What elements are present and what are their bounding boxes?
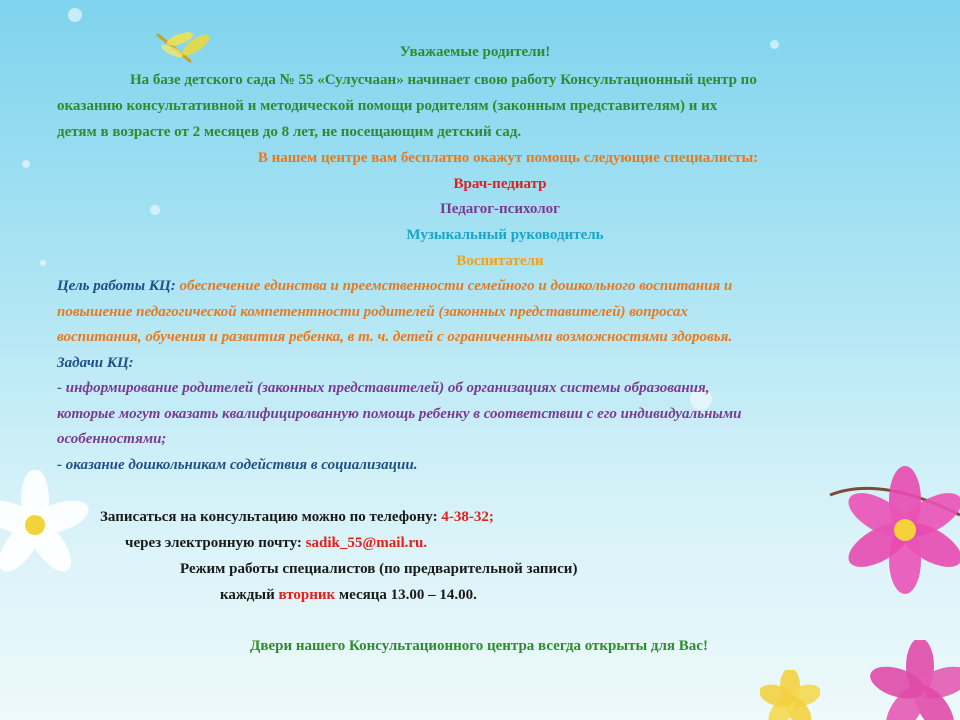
email-link[interactable]: sadik_55@mail.ru.	[305, 535, 428, 551]
flower-icon	[820, 455, 960, 605]
specialist-teachers: Воспитатели	[456, 253, 544, 269]
specialist-music-director: Музыкальный руководитель	[406, 227, 604, 243]
phone-label: Записаться на консультацию можно по телефону:	[100, 509, 442, 525]
specialists-intro: В нашем центре вам бесплатно окажут помощь следующие специалисты:	[257, 150, 759, 166]
flower-icon	[760, 670, 820, 720]
goal-label: Цель работы КЦ:	[57, 278, 176, 294]
schedule-line: Режим работы специалистов (по предварительной записи)	[180, 561, 578, 577]
task-line: - оказание дошкольникам содействия в социализации.	[57, 457, 418, 473]
task-line: которые могут оказать квалифицированную помощь ребенку в соответствии с его индивидуальными	[57, 406, 742, 422]
bokeh-dot	[68, 8, 82, 22]
task-line: - информирование родителей (законных представителей) об организациях системы образования,	[57, 380, 710, 396]
phone-number[interactable]: 4-38-32;	[441, 509, 494, 525]
day-highlight: вторник	[278, 587, 336, 603]
contact-phone-line	[100, 507, 494, 527]
contact-email-line	[125, 533, 427, 553]
tasks-label: Задачи КЦ:	[57, 355, 134, 371]
specialist-psychologist: Педагог-психолог	[440, 201, 560, 217]
goal-line: воспитания, обучения и развития ребенка, в т. ч. детей с ограниченными возможностями здоровья.	[57, 329, 733, 345]
intro-line: оказанию консультативной и методической помощи родителям (законным представителям) и их	[57, 98, 718, 114]
page-title: Уважаемые родители!	[399, 44, 551, 60]
goal-paragraph	[57, 276, 732, 296]
day-prefix: каждый	[220, 587, 279, 603]
day-suffix: месяца 13.00 – 14.00.	[335, 587, 477, 603]
intro-line: На базе детского сада № 55 «Сулусчаан» начинает свою работу Консультационный центр по	[130, 72, 757, 88]
email-label: через электронную почту:	[125, 535, 306, 551]
task-line: особенностями;	[57, 431, 167, 447]
closing-text: Двери нашего Консультационного центра всегда открыты для Вас!	[250, 638, 708, 654]
goal-line: повышение педагогической компетентности родителей (законных представителей) вопросах	[57, 304, 688, 320]
goal-text: обеспечение единства и преемственности семейного и дошкольного воспитания и	[175, 278, 733, 294]
intro-line: детям в возрасте от 2 месяцев до 8 лет, не посещающим детский сад.	[57, 124, 522, 140]
specialist-pediatrician: Врач-педиатр	[453, 176, 547, 192]
flower-icon	[0, 470, 90, 580]
schedule-day-line	[220, 585, 477, 605]
